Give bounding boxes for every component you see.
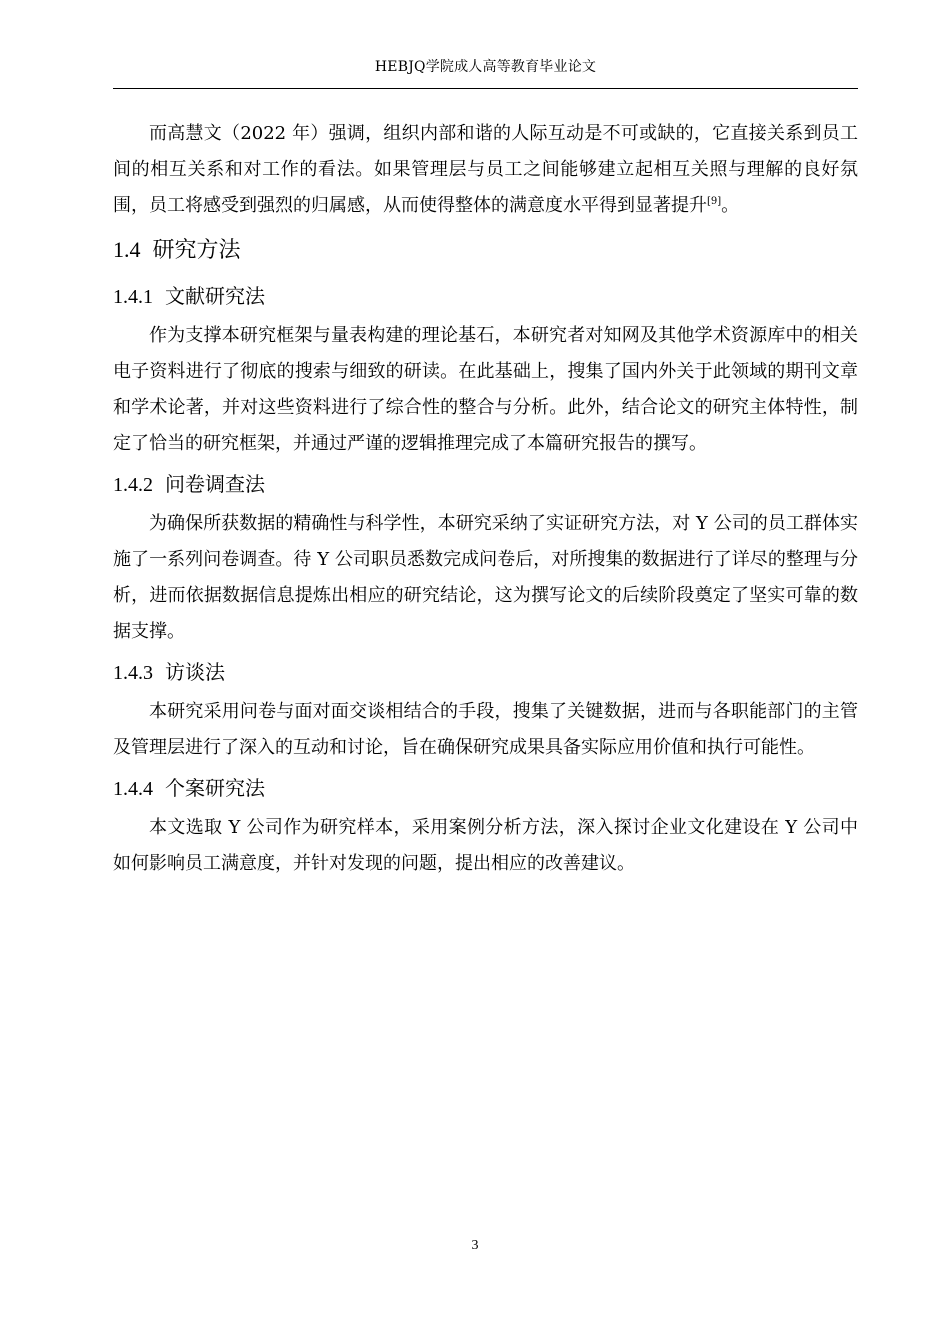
header-rule (113, 88, 858, 89)
section-title: 研究方法 (152, 238, 241, 263)
subsection-title: 文献研究法 (165, 284, 265, 308)
subsection-heading-interview (113, 650, 858, 694)
subsection-heading-case-study (113, 766, 858, 810)
section-heading (113, 230, 858, 270)
paragraph-literature: 作为支撑本研究框架与量表构建的理论基石，本研究者对知网及其他学术资源库中的相关电子资料进行了彻底的搜索与细致的研读。在此基础上，搜集了国内外关于此领域的期刊文章和学术论著，并对这些资料进行了综合性的整合与分析。此外，结合论文的研究主体特性，制定了恰当的研究框架，并通过严谨的逻辑推理完成了本篇研究报告的撰写。 (113, 325, 858, 454)
paragraph-interview: 本研究采用问卷与面对面交谈相结合的手段，搜集了关键数据，进而与各职能部门的主管及管理层进行了深入的互动和讨论，旨在确保研究成果具备实际应用价值和执行可能性。 (113, 701, 858, 758)
paragraph-questionnaire: 为确保所获数据的精确性与科学性，本研究采纳了实证研究方法，对 Y 公司的员工群体实施了一系列问卷调查。待 Y 公司职员悉数完成问卷后，对所搜集的数据进行了详尽的整理与分析，进而依据数据信息提炼出相应的研究结论，这为撰写论文的后续阶段奠定了坚实可靠的数据支撑。 (113, 513, 858, 642)
intro-end: 。 (721, 195, 740, 216)
intro-paragraph (113, 116, 858, 224)
subsection-number: 1.4.3 (113, 662, 153, 684)
subsection-number: 1.4.2 (113, 474, 153, 496)
citation-marker: [9] (707, 196, 722, 207)
paragraph-case-study: 本文选取 Y 公司作为研究样本，采用案例分析方法，深入探讨企业文化建设在 Y 公司中如何影响员工满意度，并针对发现的问题，提出相应的改善建议。 (113, 817, 858, 874)
subsection-title: 问卷调查法 (165, 472, 265, 496)
page-header: HEBJQ学院成人高等教育毕业论文 (374, 59, 597, 75)
subsection-heading-questionnaire (113, 462, 858, 506)
subsection-heading-literature (113, 274, 858, 318)
subsection-number: 1.4.4 (113, 778, 153, 800)
subsection-number: 1.4.1 (113, 286, 153, 308)
subsection-title: 个案研究法 (165, 776, 265, 800)
page-content (113, 116, 858, 882)
section-number: 1.4 (113, 237, 141, 262)
intro-text: 而高慧文（2022 年）强调，组织内部和谐的人际互动是不可或缺的，它直接关系到员工间的相互关系和对工作的看法。如果管理层与员工之间能够建立起相互关照与理解的良好氛围，员工将感受到强烈的归属感，从而使得整体的满意度水平得到显著提升 (113, 123, 858, 216)
page-number: 3 (471, 1238, 479, 1253)
subsection-title: 访谈法 (165, 660, 225, 684)
